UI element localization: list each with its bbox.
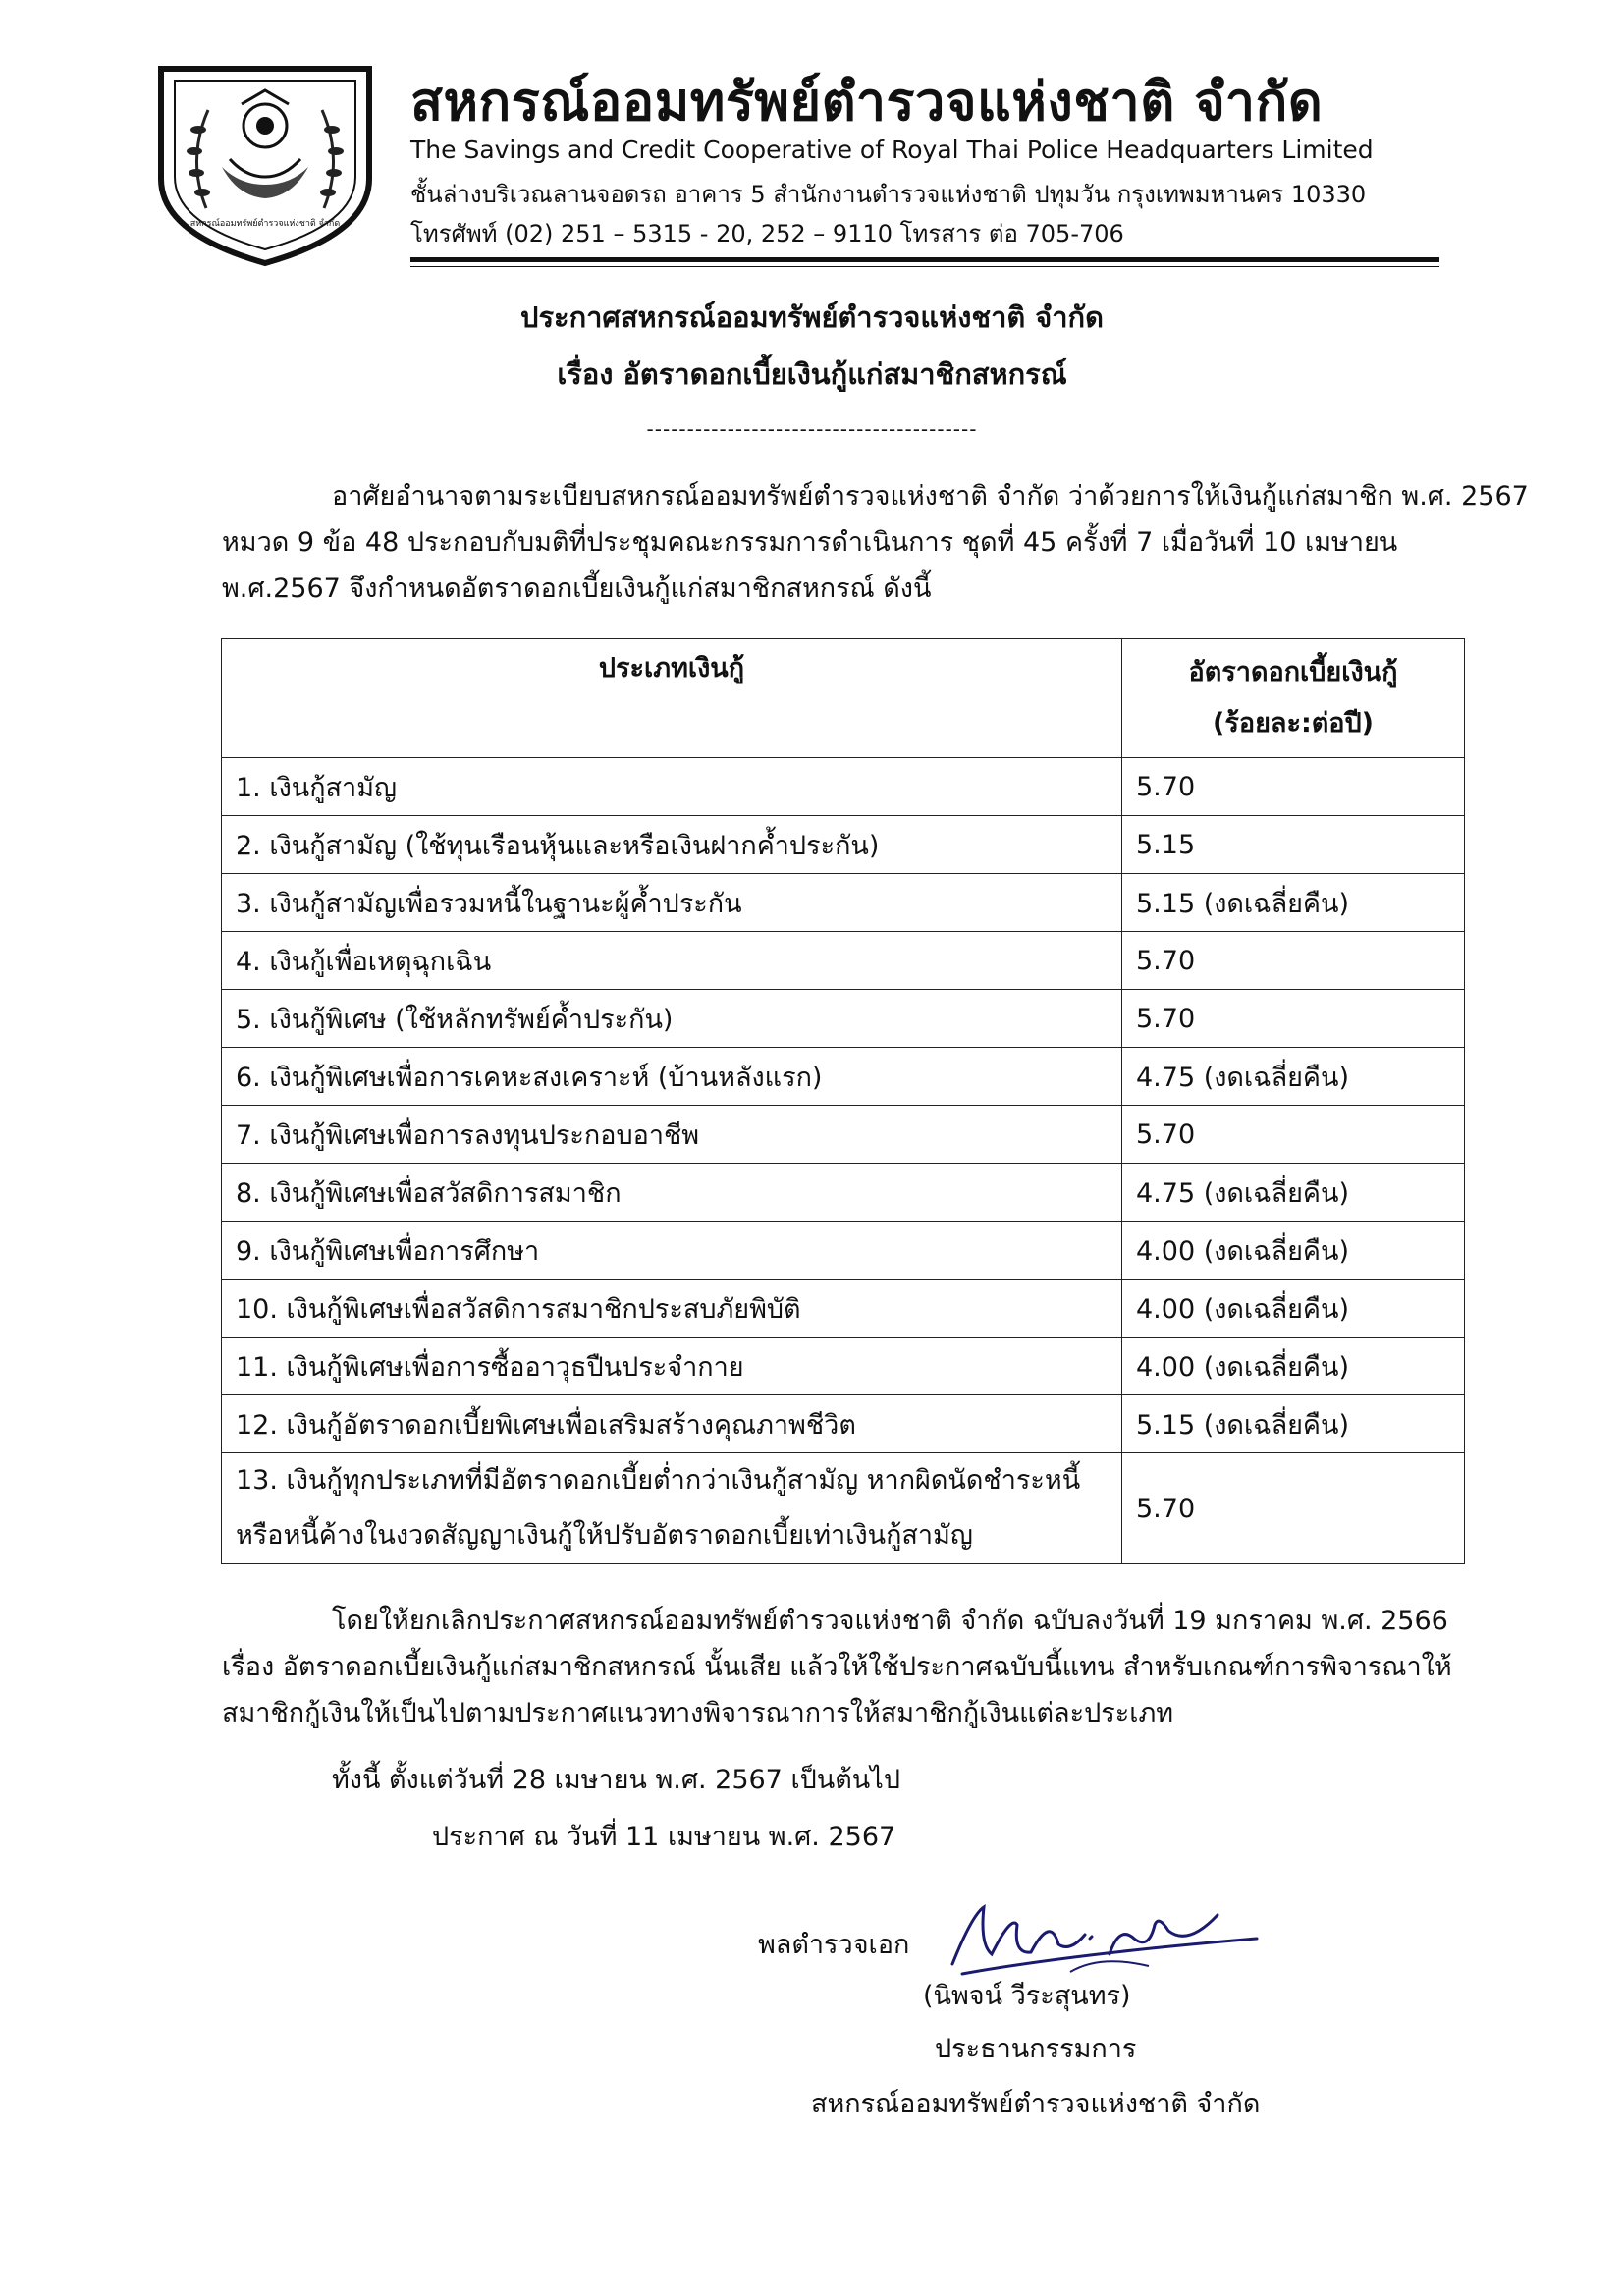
rate-cell: 5.15 (งดเฉลี่ยคืน) (1122, 1395, 1465, 1453)
loan-type-cell: 12. เงินกู้อัตราดอกเบี้ยพิเศษเพื่อเสริมสร้างคุณภาพชีวิต (222, 1395, 1122, 1453)
header-divider (410, 257, 1439, 262)
announcement-title: ประกาศสหกรณ์ออมทรัพย์ตำรวจแห่งชาติ จำกัด (520, 301, 1104, 334)
cooperative-seal-icon (147, 61, 383, 269)
table-row (222, 990, 1465, 1048)
table-row (222, 1338, 1465, 1395)
intro-paragraph (222, 473, 1529, 612)
rate-cell: 4.75 (งดเฉลี่ยคืน) (1122, 1164, 1465, 1222)
organization-name-english: The Savings and Credit Cooperative of Royal Thai Police Headquarters Limited (410, 136, 1374, 164)
table-row (222, 1048, 1465, 1106)
organization-name-thai: สหกรณ์ออมทรัพย์ตำรวจแห่งชาติ จำกัด (410, 71, 1324, 133)
signer-position: ประธานกรรมการ (935, 2034, 1137, 2064)
interest-rate-table (221, 638, 1465, 1564)
rate-cell: 4.00 (งดเฉลี่ยคืน) (1122, 1280, 1465, 1338)
loan-type-cell: 13. เงินกู้ทุกประเภทที่มีอัตราดอกเบี้ยต่ำกว่าเงินกู้สามัญ หากผิดนัดชำระหนี้ หรือหนี้ค้างในงวดสัญญาเงินกู้ให้ปรับอัตราดอกเบี้ยเท่าเงินกู้สามัญ (222, 1453, 1122, 1564)
table-row (222, 874, 1465, 932)
table-row (222, 758, 1465, 816)
table-row (222, 1395, 1465, 1453)
loan-type-cell: 1. เงินกู้สามัญ (222, 758, 1122, 816)
loan-type-cell: 9. เงินกู้พิเศษเพื่อการศึกษา (222, 1222, 1122, 1280)
rate-cell: 5.70 (1122, 990, 1465, 1048)
organization-address: ชั้นล่างบริเวณลานจอดรถ อาคาร 5 สำนักงานตำรวจแห่งชาติ ปทุมวัน กรุงเทพมหานคร 10330 (410, 181, 1367, 208)
table-row (222, 1222, 1465, 1280)
signer-organization: สหกรณ์ออมทรัพย์ตำรวจแห่งชาติ จำกัด (811, 2089, 1261, 2119)
intro-line: พ.ศ.2567 จึงกำหนดอัตราดอกเบี้ยเงินกู้แก่สมาชิกสหกรณ์ ดังนี้ (222, 574, 932, 604)
rate-cell: 4.75 (งดเฉลี่ยคืน) (1122, 1048, 1465, 1106)
signer-name: (นิพจน์ วีระสุนทร) (923, 1981, 1131, 2011)
announcement-date: ประกาศ ณ วันที่ 11 เมษายน พ.ศ. 2567 (432, 1822, 896, 1852)
table-row (222, 1164, 1465, 1222)
rate-cell: 5.70 (1122, 1106, 1465, 1164)
closing-line: เรื่อง อัตราดอกเบี้ยเงินกู้แก่สมาชิกสหกรณ์ นั้นเสีย แล้วให้ใช้ประกาศฉบับนี้แทน สำหรับเกณฑ์การพิจารณาให้ (222, 1652, 1452, 1682)
signer-rank: พลตำรวจเอก (758, 1930, 910, 1960)
rate-cell: 4.00 (งดเฉลี่ยคืน) (1122, 1222, 1465, 1280)
rate-cell: 5.15 (งดเฉลี่ยคืน) (1122, 874, 1465, 932)
loan-type-cell: 6. เงินกู้พิเศษเพื่อการเคหะสงเคราะห์ (บ้านหลังแรก) (222, 1048, 1122, 1106)
loan-type-cell: 10. เงินกู้พิเศษเพื่อสวัสดิการสมาชิกประสบภัยพิบัติ (222, 1280, 1122, 1338)
intro-line: หมวด 9 ข้อ 48 ประกอบกับมติที่ประชุมคณะกรรมการดำเนินการ ชุดที่ 45 ครั้งที่ 7 เมื่อวันที่ 10 เมษายน (222, 527, 1398, 558)
closing-line: สมาชิกกู้เงินให้เป็นไปตามประกาศแนวทางพิจารณาการให้สมาชิกกู้เงินแต่ละประเภท (222, 1698, 1174, 1728)
table-row (222, 816, 1465, 874)
loan-type-cell: 3. เงินกู้สามัญเพื่อรวมหนี้ในฐานะผู้ค้ำประกัน (222, 874, 1122, 932)
intro-line: อาศัยอำนาจตามระเบียบสหกรณ์ออมทรัพย์ตำรวจแห่งชาติ จำกัด ว่าด้วยการให้เงินกู้แก่สมาชิก พ.ศ. 2567 (332, 481, 1529, 512)
column-header-loan-type: ประเภทเงินกู้ (222, 639, 1122, 758)
table-row (222, 1106, 1465, 1164)
rate-cell: 4.00 (งดเฉลี่ยคืน) (1122, 1338, 1465, 1395)
separator: ----------------------------------------- (646, 417, 978, 441)
effective-date: ทั้งนี้ ตั้งแต่วันที่ 28 เมษายน พ.ศ. 2567 เป็นต้นไป (332, 1765, 900, 1795)
rate-cell: 5.70 (1122, 758, 1465, 816)
table-row (222, 1280, 1465, 1338)
loan-type-cell: 11. เงินกู้พิเศษเพื่อการซื้ออาวุธปืนประจำกาย (222, 1338, 1122, 1395)
loan-type-cell: 5. เงินกู้พิเศษ (ใช้หลักทรัพย์ค้ำประกัน) (222, 990, 1122, 1048)
rate-cell: 5.70 (1122, 1453, 1465, 1564)
rate-cell: 5.15 (1122, 816, 1465, 874)
organization-phone: โทรศัพท์ (02) 251 – 5315 - 20, 252 – 9110 โทรสาร ต่อ 705-706 (410, 220, 1124, 247)
loan-type-cell: 7. เงินกู้พิเศษเพื่อการลงทุนประกอบอาชีพ (222, 1106, 1122, 1164)
header-divider-thin (410, 266, 1439, 267)
rate-cell: 5.70 (1122, 932, 1465, 990)
loan-type-cell: 8. เงินกู้พิเศษเพื่อสวัสดิการสมาชิก (222, 1164, 1122, 1222)
svg-text:สหกรณ์ออมทรัพย์ตำรวจแห่งชาติ จ: สหกรณ์ออมทรัพย์ตำรวจแห่งชาติ จำกัด (189, 219, 341, 229)
loan-type-cell: 4. เงินกู้เพื่อเหตุฉุกเฉิน (222, 932, 1122, 990)
table-row (222, 1453, 1465, 1564)
loan-type-cell: 2. เงินกู้สามัญ (ใช้ทุนเรือนหุ้นและหรือเงินฝากค้ำประกัน) (222, 816, 1122, 874)
closing-line: โดยให้ยกเลิกประกาศสหกรณ์ออมทรัพย์ตำรวจแห่งชาติ จำกัด ฉบับลงวันที่ 19 มกราคม พ.ศ. 2566 (332, 1606, 1448, 1636)
signature-image (923, 1895, 1267, 1984)
announcement-subject: เรื่อง อัตราดอกเบี้ยเงินกู้แก่สมาชิกสหกรณ์ (557, 357, 1067, 391)
table-header-row (222, 639, 1465, 758)
table-row (222, 932, 1465, 990)
column-header-interest-rate: อัตราดอกเบี้ยเงินกู้ (ร้อยละ:ต่อปี) (1122, 639, 1465, 758)
